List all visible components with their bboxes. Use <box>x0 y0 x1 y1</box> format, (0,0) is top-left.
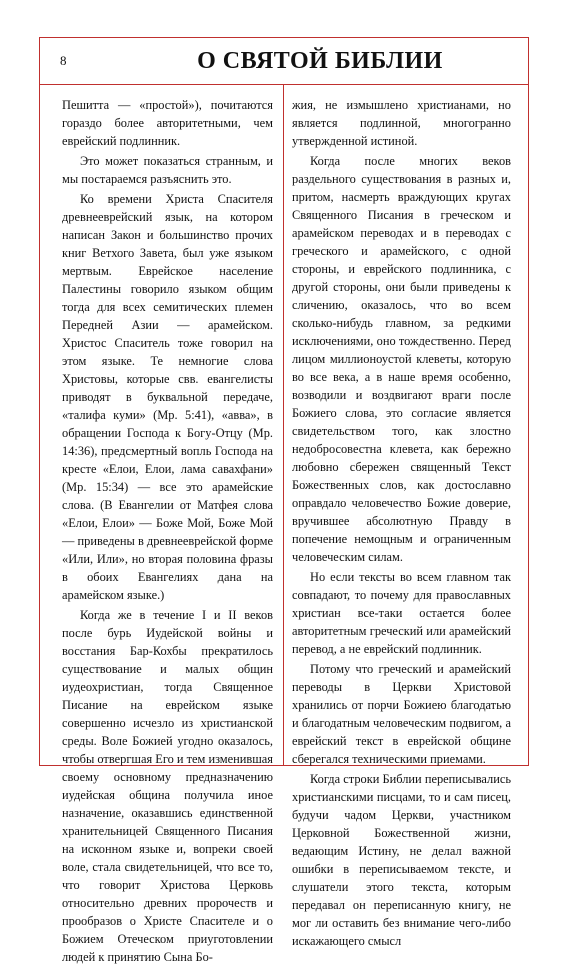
paragraph: Ко времени Христа Спасителя древнееврейский язык, на котором написан Закон и большинство прочих книг Ветхого Завета, был уже языком мертвым. Еврейское население Палестины говорило языком общим тогда для всех семитических племен Передней Азии — арамейском. Христос Спаситель тоже говорил на этом языке. Те немногие слова Христовы, которые свв. евангелисты приводят в буквальной передаче, «талифа куми» (Мр. 5:41), «авва», в обращении Господа к Богу-Отцу (Мр. 14:36), предсмертный вопль Господа на кресте «Елои, Елои, лама савахфани» (Мр. 15:34) — все это арамейские слова. (В Евангелии от Матфея слова «Елои, Елои» — Боже Мой, Боже Мой — приведены в древнееврейской форме «Или, Или», но вторая половина фразы в обоих Евангелиях дана на арамейском языке.) <box>62 192 273 602</box>
page-number: 8 <box>60 53 67 68</box>
column-divider-rule <box>283 84 284 766</box>
frame-left-rule <box>39 37 40 766</box>
paragraph: Когда же в течение I и II веков после бурь Иудейской войны и восстания Бар-Кохбы прекратилось существование и малых общин иудеохристиан, тогда Священное Писание на еврейском языке совершенно исчезло из христианской среды. Воле Божией угодно оказалось, чтобы отвергшая Его и тем изменившая своему основному предназначению иудейская община получила иное назначение, оказавшись единственной хранительницей Священного Писания на исконном языке и, вопреки своей воле, стала свидетельницей, что все то, что говорит Христова Церковь относительно древних пророчеств и прообразов о Христе Спасителе и о Божием Отеческом приуготовлении людей к принятию Сына Бо- <box>62 608 274 964</box>
paragraph: Когда строки Библии переписывались христианскими писцами, то и сам писец, будучи чадом Церкви, участником Церковной Божественной жизни, ведающим Истину, не делал важной ошибки в переписываемом тексте, и слушатели этого текста, которым передавал он переписанную книгу, не мог ли оставить без внимание чего-либо искажающего смысл <box>292 772 511 948</box>
right-text-column <box>292 96 511 948</box>
paragraph: Но если тексты во всем главном так совпадают, то почему для православных христиан все-таки остается более авторитетным греческий или арамейский перевод, а не еврейский подлинник. <box>292 570 511 656</box>
paragraph: Потому что греческий и арамейский переводы в Церкви Христовой хранились от порчи Божиею благодатью и благодатным человеческим подвигом, а еврейский текст в еврейской общине сберегался техническими приемами. <box>292 662 511 766</box>
frame-right-rule <box>528 37 529 766</box>
paragraph: Пешитта — «простой»), почитаются гораздо более авторитетными, чем еврейский подлинник. <box>62 98 273 148</box>
paragraph: Это может показаться странным, и мы постараемся разъяснить это. <box>62 154 273 186</box>
running-title: О СВЯТОЙ БИБЛИИ <box>197 48 443 74</box>
paragraph: Когда после многих веков раздельного существования в разных и, притом, насмерть враждующих кругах Священного Писания в греческом и арамейском переводах и в переводах с греческого и арамейского, с одной стороны, и еврейского подлинника, с другой стороны, они были приведены к сличению, оказалось, что во всем сколько-нибудь главном, за редкими исключениями, оно тождественно. Перед лицом миллионоустой клеветы, которую во все века, а в наше время особенно, возводили и воздвигают враги после Божиего слова, это согласие является свидетельством того, как злостно недобросовестна клевета, как бережно любовно сбережен священный Текст Божественных слов, как достославно оправдало человечество Божие доверие, вручившее абсолютную Правду в попечение немощным и ограниченным человеческим силам. <box>292 154 511 564</box>
left-text-column <box>62 96 274 964</box>
frame-top-rule <box>39 37 529 38</box>
header-underline-rule <box>39 84 529 85</box>
paragraph: жия, не измышлено христианами, но является подлинной, многогранно утвержденной истиной. <box>292 98 511 148</box>
